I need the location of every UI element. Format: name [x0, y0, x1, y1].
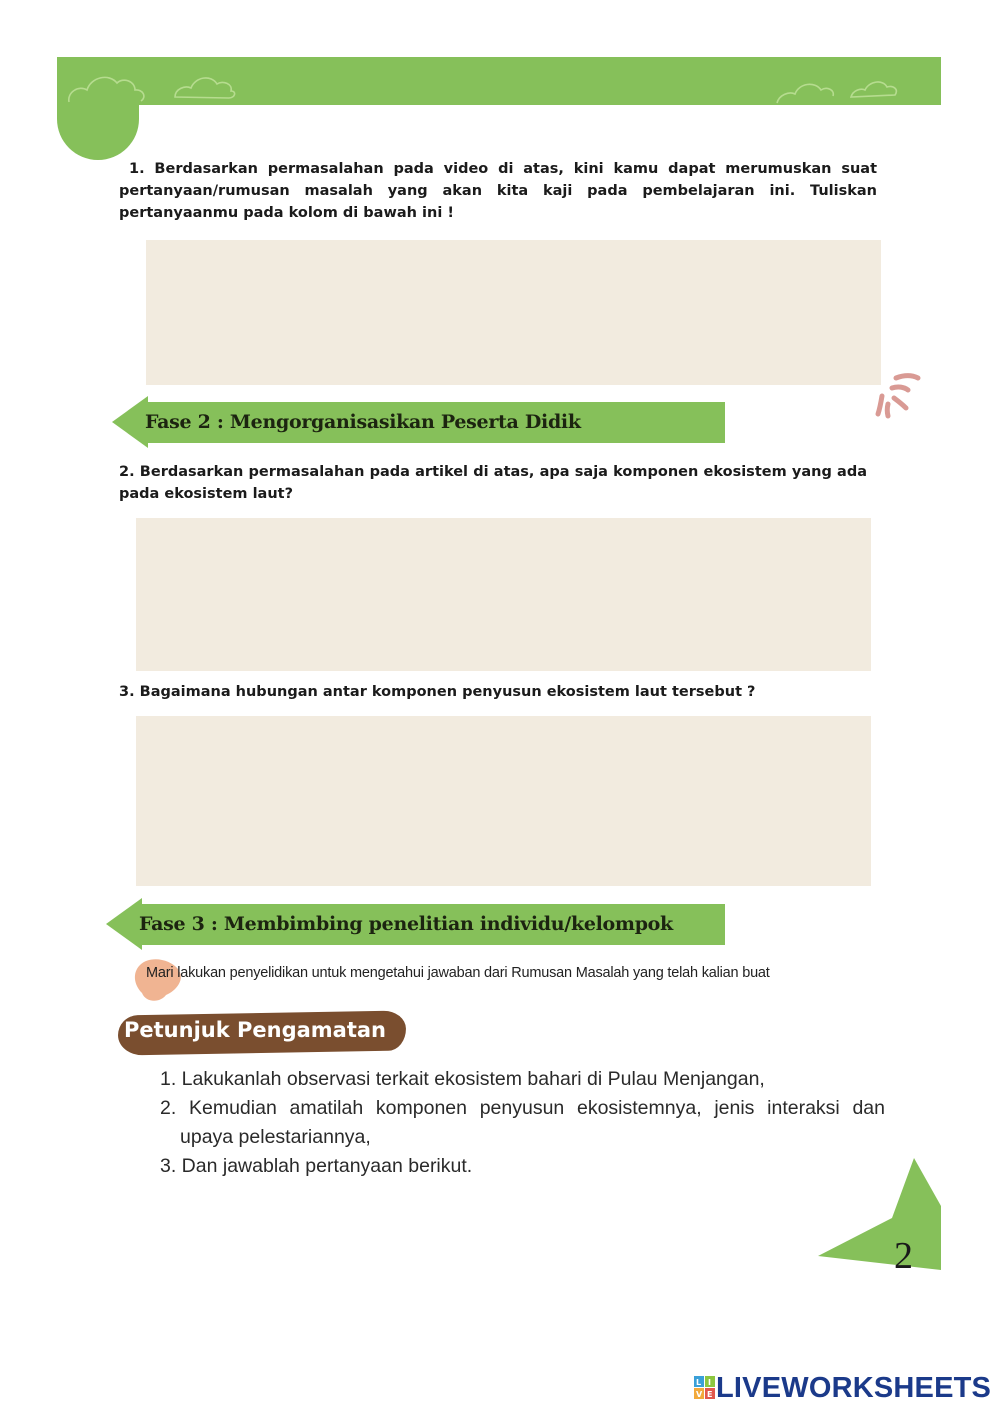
question-2: 2. Berdasarkan permasalahan pada artikel di atas, apa saja komponen ekosistem yang ada pada ekosistem laut?	[119, 464, 867, 502]
cloud-icon	[777, 84, 833, 103]
logo-letter: E	[707, 1390, 713, 1399]
step-item: 3. Dan jawablah pertanyaan berikut.	[160, 1155, 473, 1177]
page-corner-decoration	[818, 1158, 942, 1272]
logo-letter: L	[696, 1378, 702, 1387]
cloud-decorations	[57, 57, 941, 117]
answer-box-2[interactable]	[136, 518, 871, 671]
phase-3-arrow	[106, 898, 142, 950]
answer-box-1[interactable]	[146, 240, 881, 385]
logo-letter: I	[708, 1378, 711, 1387]
blob-decoration	[132, 955, 186, 1007]
investigation-instruction: Mari lakukan penyelidikan untuk mengetahui jawaban dari Rumusan Masalah yang telah kalian buat	[146, 965, 770, 981]
answer-box-3[interactable]	[136, 716, 871, 886]
phase-3-title: Fase 3 : Membimbing penelitian individu/kelompok	[139, 913, 673, 935]
step-item: 2. Kemudian amatilah komponen penyusun ekosistemnya, jenis interaksi dan upaya pelestariannya,	[160, 1097, 885, 1148]
answer-input-2[interactable]	[136, 518, 871, 671]
squiggle-decoration	[868, 370, 924, 422]
answer-input-3[interactable]	[136, 716, 871, 886]
phase-2-title: Fase 2 : Mengorganisasikan Peserta Didik	[145, 411, 581, 433]
cloud-icon	[851, 82, 896, 97]
observation-steps	[160, 1065, 885, 1181]
phase-2-arrow	[112, 396, 148, 448]
step-item: 1. Lakukanlah observasi terkait ekosistem bahari di Pulau Menjangan,	[160, 1068, 765, 1090]
cloud-icon	[69, 77, 144, 102]
question-1: 1. Berdasarkan permasalahan pada video di atas, kini kamu dapat merumuskan suat pertanyaan/rumusan masalah yang akan kita kaji pada pembelajaran ini. Tuliskan pertanyaanmu pada kolom di bawah ini !	[119, 161, 877, 221]
phase-2-banner	[147, 402, 725, 443]
logo-letter: V	[696, 1390, 703, 1399]
answer-input-1[interactable]	[146, 240, 881, 385]
page-number: 2	[894, 1235, 913, 1277]
question-3: 3. Bagaimana hubungan antar komponen penyusun ekosistem laut tersebut ?	[119, 684, 756, 700]
liveworksheets-brand[interactable]: LIVEWORKSHEETS	[716, 1372, 992, 1404]
liveworksheets-logo-icon	[694, 1376, 716, 1400]
cloud-icon	[175, 78, 235, 98]
phase-3-banner	[141, 904, 725, 945]
petunjuk-title: Petunjuk Pengamatan	[124, 1018, 386, 1042]
